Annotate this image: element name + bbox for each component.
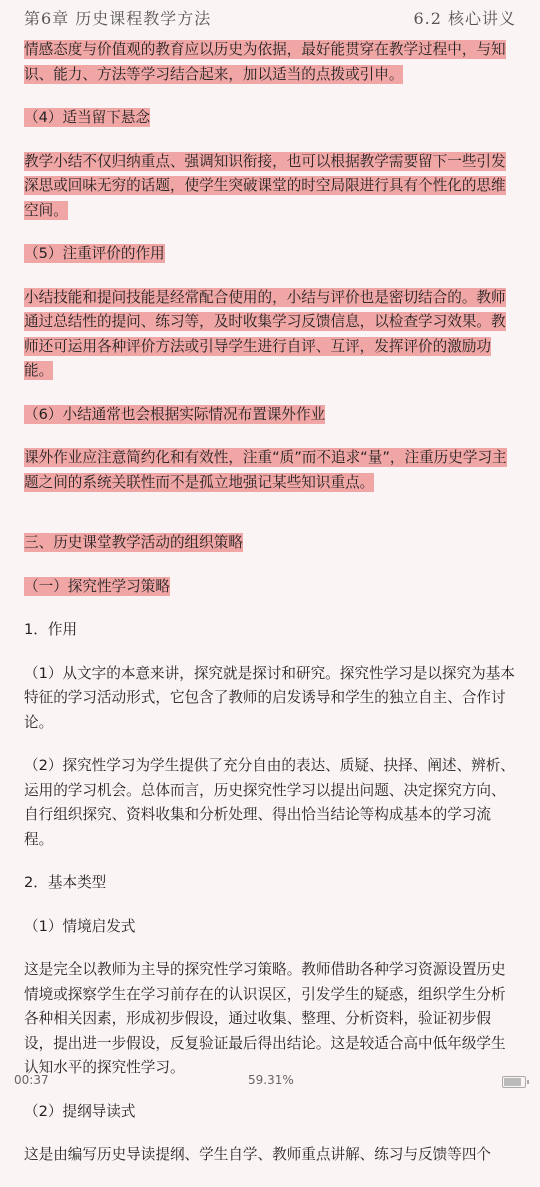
highlighted-text[interactable]: 课外作业应注意简约化和有效性，注重“质”而不追求“量”，注重历史学习主题之间的系统关联性而不是孤立地强记某些知识重点。	[24, 449, 507, 491]
subheading	[24, 242, 516, 267]
section-heading	[24, 531, 516, 556]
highlighted-text[interactable]: （5）注重评价的作用	[24, 245, 165, 262]
paragraph: （2）探究性学习为学生提供了充分自由的表达、质疑、抉择、阐述、辨析、运用的学习机会。总体而言，历史探究性学习以提出问题、决定探究方向、自行组织探究、资料收集和分析处理、得出恰当结论等构成基本的学习流程。	[24, 757, 515, 848]
numbered-heading: 1．作用	[24, 621, 78, 638]
subheading: （1）情境启发式	[24, 917, 136, 935]
highlighted-text[interactable]: （6）小结通常也会根据实际情况布置课外作业	[24, 405, 326, 423]
battery-level	[504, 1078, 521, 1086]
paragraph: 这是由编写历史导读提纲、学生自学、教师重点讲解、练习与反馈等四个	[24, 1146, 492, 1163]
numbered-heading: 2．基本类型	[24, 874, 107, 891]
subheading	[24, 403, 516, 428]
subheading: （2）提纲导读式	[24, 1102, 136, 1120]
paragraph	[24, 446, 516, 495]
reading-progress: 59.31%	[248, 1073, 294, 1087]
highlighted-text[interactable]: 三、历史课堂教学活动的组织策略	[24, 534, 243, 551]
battery-tip	[527, 1080, 529, 1084]
paragraph	[24, 38, 516, 87]
paragraph: 这是完全以教师为主导的探究性学习策略。教师借助各种学习资源设置历史情境或探察学生在学习前存在的认识误区，引发学生的疑惑，组织学生分析各种相关因素，形成初步假设，通过收集、整理、分析资料，验证初步假设，提出进一步假设，反复验证最后得出结论。这是较适合高中低年级学生认知水平的探究性学习。	[24, 961, 506, 1076]
subheading	[24, 575, 516, 600]
highlighted-text[interactable]: （一）探究性学习策略	[24, 577, 170, 595]
battery-icon	[502, 1076, 526, 1088]
paragraph: （1）从文字的本意来讲，探究就是探讨和研究。探究性学习是以探究为基本特征的学习活动形式，它包含了教师的启发诱导和学生的独立自主、合作讨论。	[24, 664, 515, 731]
paragraph	[24, 150, 516, 224]
highlighted-text[interactable]: （4）适当留下悬念	[24, 109, 151, 126]
page-header	[0, 0, 540, 32]
paragraph	[24, 286, 516, 384]
reading-content	[24, 38, 516, 1187]
highlighted-text[interactable]: 小结技能和提问技能是经常配合使用的，小结与评价也是密切结合的。教师通过总结性的提问、练习等，及时收集学习反馈信息，以检查学习效果。教师还可运用各种评价方法或引导学生进行自评、互评，发挥评价的激励功能。	[24, 288, 506, 379]
subheading	[24, 106, 516, 131]
highlighted-text[interactable]: 教学小结不仅归纳重点、强调知识衔接，也可以根据教学需要留下一些引发深思或回味无穷的话题，使学生突破课堂的时空局限进行具有个性化的思维空间。	[24, 152, 506, 219]
section-title: 6.2 核心讲义	[413, 9, 516, 28]
highlighted-text[interactable]: 情感态度与价值观的教育应以历史为依据，最好能贯穿在教学过程中，与知识、能力、方法等学习结合起来，加以适当的点拨或引申。	[24, 41, 506, 83]
clock-time: 00:37	[14, 1073, 49, 1087]
chapter-title: 第6章 历史课程教学方法	[24, 9, 212, 28]
status-footer	[0, 1067, 540, 1095]
